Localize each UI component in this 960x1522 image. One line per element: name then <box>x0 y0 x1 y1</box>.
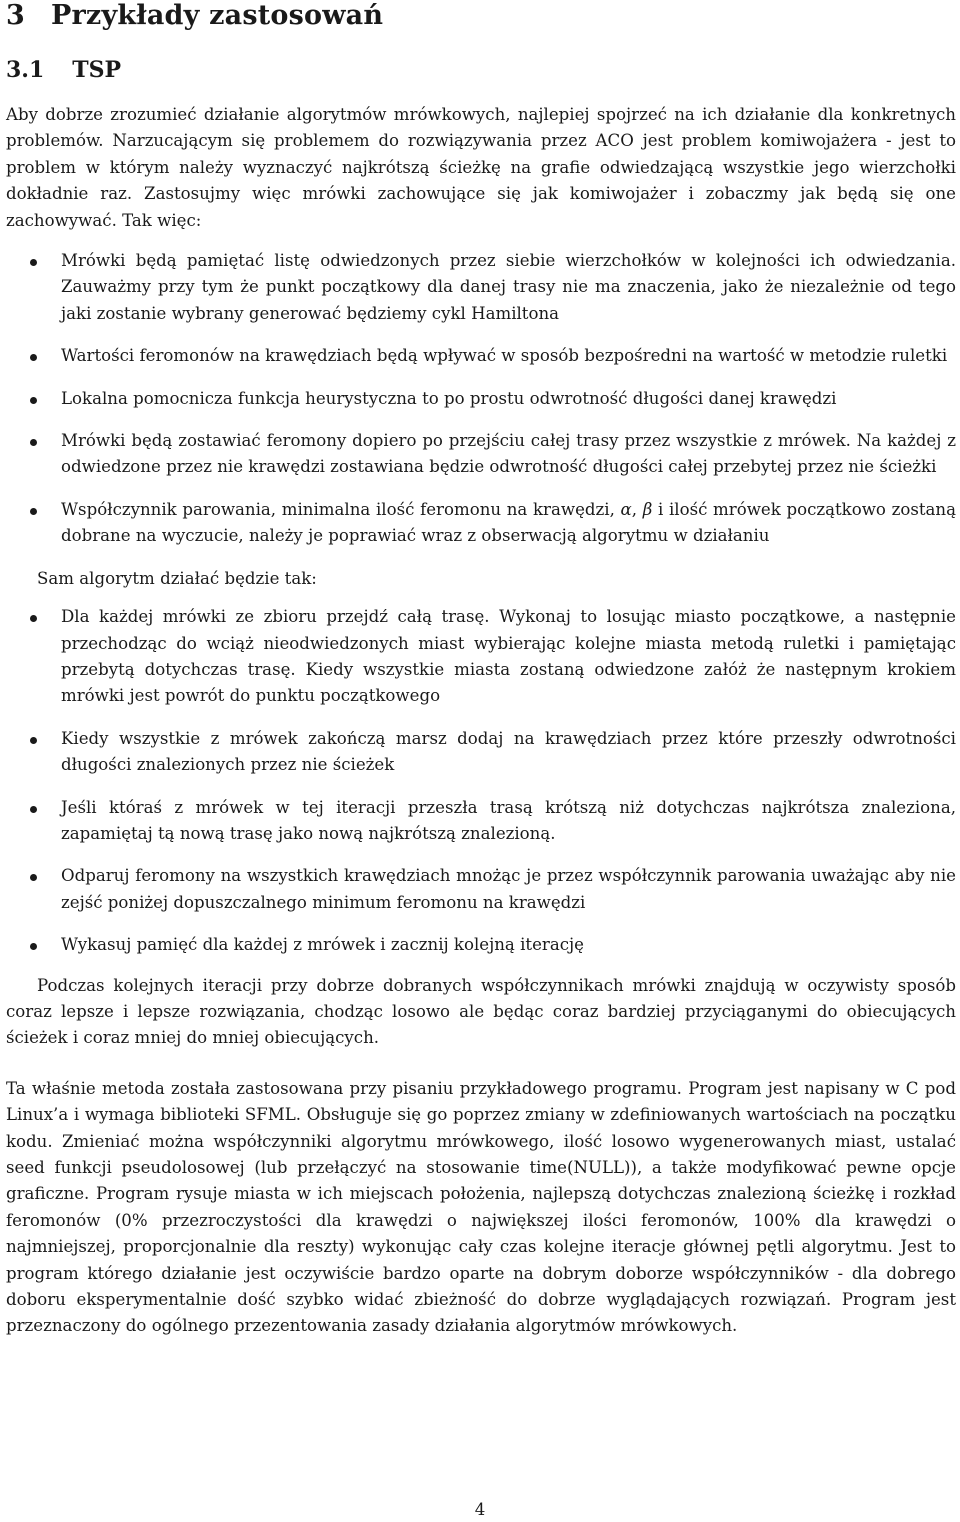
section-heading <box>6 0 956 34</box>
page-number: 4 <box>474 1500 486 1519</box>
subsection-heading <box>6 56 956 84</box>
bullet-icon <box>30 615 37 622</box>
section-title: Przykłady zastosowań <box>51 0 384 31</box>
bullet-icon <box>30 439 37 446</box>
bullet-icon <box>30 806 37 813</box>
list-item <box>6 863 956 916</box>
list-item <box>6 795 956 848</box>
bullet-icon <box>30 737 37 744</box>
list-item-text: Mrówki będą zostawiać feromony dopiero po przejściu całej trasy przez wszystkie z mrówek. Na każdej z odwiedzone przez nie krawędzi zostawiana będzie odwrotność długości całej przebytej przez nie ścieżki <box>61 431 956 477</box>
algorithm-steps-list <box>6 604 956 958</box>
list-item-text: Wykasuj pamięć dla każdej z mrówek i zacznij kolejną iterację <box>61 935 584 955</box>
list-item-text: Kiedy wszystkie z mrówek zakończą marsz dodaj na krawędziach przez które przeszły odwrotności długości znalezionych przez nie ścieżek <box>61 728 956 775</box>
bullet-icon <box>30 397 37 404</box>
list-item <box>6 497 956 550</box>
program-paragraph: Ta właśnie metoda została zastosowana przy pisaniu przykładowego programu. Program jest napisany w C pod Linux’a i wymaga biblioteki SFML. Obsługuje się go poprzez zmiany w zdefiniowanych wartościach na początku kodu. Zmieniać można współczynniki algorytmu mrówkowego, ilość losowo wygenerowanych miast, ustalać seed funkcji pseudolosowej (lub przełączyć na stosowanie time(NULL)), a także modyfikować pewne opcje graficzne. Program rysuje miasta w ich miejscach położenia, najlepszą dotychczas znalezioną ścieżkę i rozkład feromonów (0% przezroczystości dla krawędzi o największej ilości feromonów, 100% dla krawędzi o najmniejszej, proporcjonalnie dla reszty) wykonując cały czas kolejne iteracje głównej pętli algorytmu. Jest to program którego działanie jest oczywiście bardzo oparte na dobrym doborze współczynników - dla dobrego doboru eksperymentalnie dość szybko widać zbieżność do dobrze wyglądających rozwiązań. Program jest przeznaczony do ogólnego przezentowania zasady działania algorytmów mrówkowych. <box>6 1078 956 1336</box>
bullet-icon <box>30 259 37 266</box>
list-item <box>6 248 956 327</box>
list-item <box>6 343 956 369</box>
document-page <box>6 0 956 1340</box>
iterations-paragraph: Podczas kolejnych iteracji przy dobrze dobranych współczynnikach mrówki znajdują w oczywisty sposób coraz lepsze i lepsze rozwiązania, chodząc losowo ale będąc coraz bardziej przyciąganymi do obiecujących ścieżek i coraz mniej do mniej obiecujących. <box>6 975 956 1048</box>
list-item-text: Jeśli któraś z mrówek w tej iteracji przeszła trasą krótszą niż dotychczas najkrótsza znaleziona, zapamiętaj tą nową trasę jako nową najkrótszą znalezioną. <box>61 797 956 843</box>
subsection-title: TSP <box>72 57 122 83</box>
alpha-symbol: α <box>620 499 632 519</box>
list-item-text: Wartości feromonów na krawędziach będą wpływać w sposób bezpośredni na wartość w metodzie ruletki <box>61 346 948 366</box>
subsection-number: 3.1 <box>6 57 45 83</box>
intro-paragraph: Aby dobrze zrozumieć działanie algorytmów mrówkowych, najlepiej spojrzeć na ich działanie dla konkretnych problemów. Narzucającym się problemem do rozwiązywania przez ACO jest problem komiwojażera - jest to problem w którym należy wyznaczyć najkrótszą ścieżkę na grafie odwiedzającą wszystkie jego wierzchołki dokładnie raz. Zastosujmy więc mrówki zachowujące się jak komiwojażer i zobaczmy jak będą się one zachowywać. Tak więc: <box>6 105 956 230</box>
list-item <box>6 726 956 779</box>
list-item <box>6 386 956 412</box>
bullet-icon <box>30 943 37 950</box>
list-item-text: Odparuj feromony na wszystkich krawędziach mnożąc je przez współczynnik parowania uważając aby nie zejść poniżej dopuszczalnego minimum feromonu na krawędzi <box>61 866 956 912</box>
list-item <box>6 932 956 958</box>
coefficient-text-start: Współczynnik parowania, minimalna ilość feromonu na krawędzi, <box>61 499 621 519</box>
list-item-text: Lokalna pomocnicza funkcja heurystyczna to po prostu odwrotność długości danej krawędzi <box>61 388 837 408</box>
bullet-icon <box>30 354 37 361</box>
section-number: 3 <box>6 0 25 31</box>
behavior-list <box>6 248 956 550</box>
bullet-icon <box>30 874 37 881</box>
bullet-icon <box>30 508 37 515</box>
comma-separator: , <box>631 499 643 519</box>
list-item-text: Mrówki będą pamiętać listę odwiedzonych przez siebie wierzchołków w kolejności ich odwiedzania. Zauważmy przy tym że punkt początkowy dla danej trasy nie ma znaczenia, jako że niezależnie od tego jaki zostanie wybrany generować będziemy cykl Hamiltona <box>61 251 956 323</box>
coefficient-text-end: i ilość mrówek początkowo zostaną dobrane na wyczucie, należy je poprawiać wraz z obserwacją algorytmu w działaniu <box>61 499 956 546</box>
algorithm-intro: Sam algorytm działać będzie tak: <box>37 568 317 588</box>
list-item <box>6 604 956 710</box>
list-item <box>6 428 956 481</box>
list-item-text <box>61 500 956 545</box>
beta-symbol: β <box>642 499 653 519</box>
list-item-text: Dla każdej mrówki ze zbioru przejdź całą trasę. Wykonaj to losując miasto początkowe, a następnie przechodząc do wciąż nieodwiedzonych miast wybierając kolejne miasta metodą ruletki i pamiętając przebytą dotychczas trasę. Kiedy wszystkie miasta zostaną odwiedzone załóż że następnym krokiem mrówki jest powrót do punktu początkowego <box>61 607 956 706</box>
